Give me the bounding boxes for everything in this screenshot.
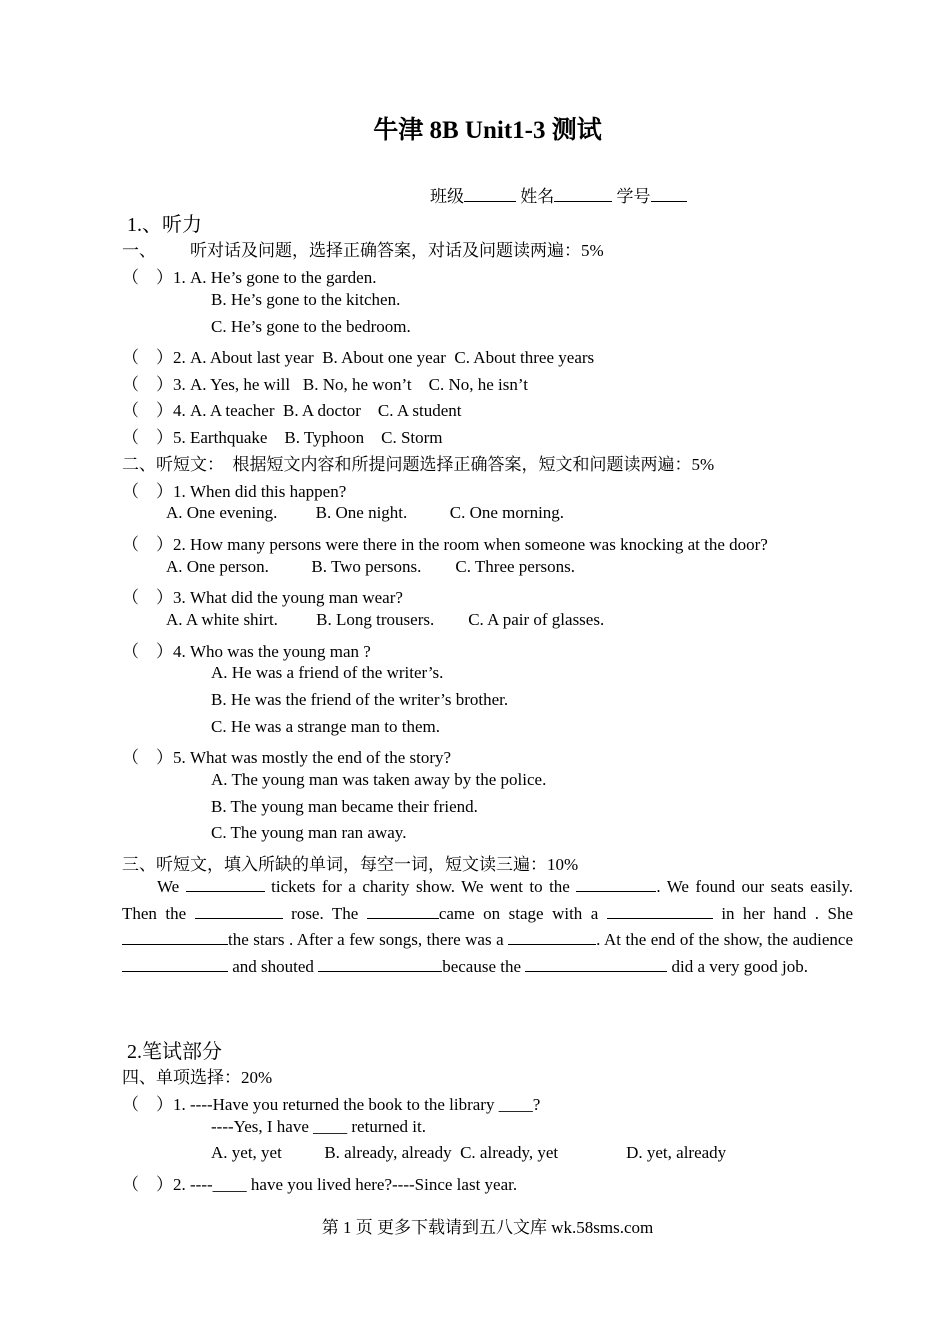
cloze-text-5: came on stage with a [438, 903, 607, 923]
cloze-text-1: We [157, 877, 186, 896]
cloze-paragraph [122, 874, 853, 981]
name-label: 姓名 [520, 187, 555, 206]
s4-q1-response: ----Yes, I have ____ returned it. [211, 1117, 426, 1136]
s1-heading: 一、 听对话及问题，选择正确答案，对话及问题读两遍：5% [122, 241, 604, 260]
s2-q4-option-a: A. He was a friend of the writer’s. [211, 663, 444, 682]
cloze-text-3: . We found our seats easily. Then the [122, 877, 853, 923]
cloze-text-9: and shouted [228, 957, 319, 977]
cloze-blank-7[interactable] [508, 929, 596, 945]
cloze-blank-10[interactable] [525, 956, 667, 972]
s2-q5-option-b: B. The young man became their friend. [211, 797, 478, 816]
cloze-text-10: because the [442, 957, 526, 977]
s2-q5-option-c: C. The young man ran away. [211, 823, 407, 842]
s1-q3: （ ）3. A. Yes, he will B. No, he won’t C. No, he isn’t [122, 375, 528, 394]
cloze-blank-2[interactable] [576, 876, 656, 892]
part2-heading: 2.笔试部分 [127, 1041, 222, 1063]
cloze-text-4: rose. The [282, 903, 367, 923]
cloze-blank-4[interactable] [367, 903, 439, 919]
s1-q1-option-c: C. He’s gone to the bedroom. [211, 317, 411, 336]
s2-q4-option-c: C. He was a strange man to them. [211, 717, 440, 736]
cloze-text-2: tickets for a charity show. We went to the [264, 877, 577, 896]
s1-q5: （ ）5. Earthquake B. Typhoon C. Storm [122, 428, 443, 447]
cloze-blank-5[interactable] [607, 903, 713, 919]
s2-q4: （ ）4. Who was the young man ? [122, 642, 371, 661]
page-title: 牛津 8B Unit1-3 测试 [373, 117, 602, 144]
cloze-blank-6[interactable] [122, 929, 228, 945]
s1-q4: （ ）4. A. A teacher B. A doctor C. A student [122, 401, 462, 420]
s2-q1: （ ）1. When did this happen? [122, 482, 347, 501]
s2-q2-options: A. One person. B. Two persons. C. Three persons. [166, 557, 575, 576]
s1-q1-option-b: B. He’s gone to the kitchen. [211, 290, 401, 309]
cloze-blank-3[interactable] [195, 903, 283, 919]
s2-q5-option-a: A. The young man was taken away by the police. [211, 770, 547, 789]
s1-q2: （ ）2. A. About last year B. About one year C. About three years [122, 348, 595, 367]
cloze-text-7: the stars . After a few songs, there was a [228, 930, 509, 950]
s2-q3: （ ）3. What did the young man wear? [122, 588, 403, 607]
s4-q1-options: A. yet, yet B. already, already C. already, yet D. yet, already [211, 1143, 727, 1162]
s2-q3-options: A. A white shirt. B. Long trousers. C. A pair of glasses. [166, 610, 605, 629]
s1-q1: （ ）1. A. He’s gone to the garden. [122, 268, 377, 287]
s4-q1: （ ）1. ----Have you returned the book to the library ____? [122, 1095, 541, 1114]
cloze-blank-8[interactable] [122, 956, 228, 972]
id-label: 学号 [616, 187, 651, 206]
part1-heading: 1.、听力 [127, 214, 202, 236]
class-label: 班级 [430, 187, 464, 206]
cloze-text-11: did a very good job. [667, 957, 808, 977]
s2-q4-option-b: B. He was the friend of the writer’s brother. [211, 690, 509, 709]
cloze-text-6: in her hand . She [712, 903, 853, 923]
s2-heading: 二、听短文： 根据短文内容和所提问题选择正确答案，短文和问题读两遍：5% [122, 455, 715, 474]
s4-q2: （ ）2. ----____ have you lived here?----Since last year. [122, 1175, 518, 1194]
id-blank[interactable] [651, 185, 687, 202]
cloze-blank-1[interactable] [186, 876, 265, 892]
cloze-blank-9[interactable] [318, 956, 442, 972]
class-blank[interactable] [464, 185, 516, 202]
s4-heading: 四、单项选择：20% [122, 1068, 273, 1087]
page-footer: 第 1 页 更多下载请到五八文库 wk.58sms.com [321, 1218, 654, 1237]
s3-heading: 三、听短文，填入所缺的单词，每空一词，短文读三遍：10% [122, 855, 579, 874]
s2-q1-options: A. One evening. B. One night. C. One morning. [166, 503, 565, 522]
s2-q5: （ ）5. What was mostly the end of the story? [122, 748, 452, 767]
cloze-text-8: . At the end of the show, the audience [596, 930, 853, 950]
name-blank[interactable] [554, 185, 612, 202]
s2-q2: （ ）2. How many persons were there in the room when someone was knocking at the door? [122, 535, 768, 554]
student-info [430, 182, 687, 207]
